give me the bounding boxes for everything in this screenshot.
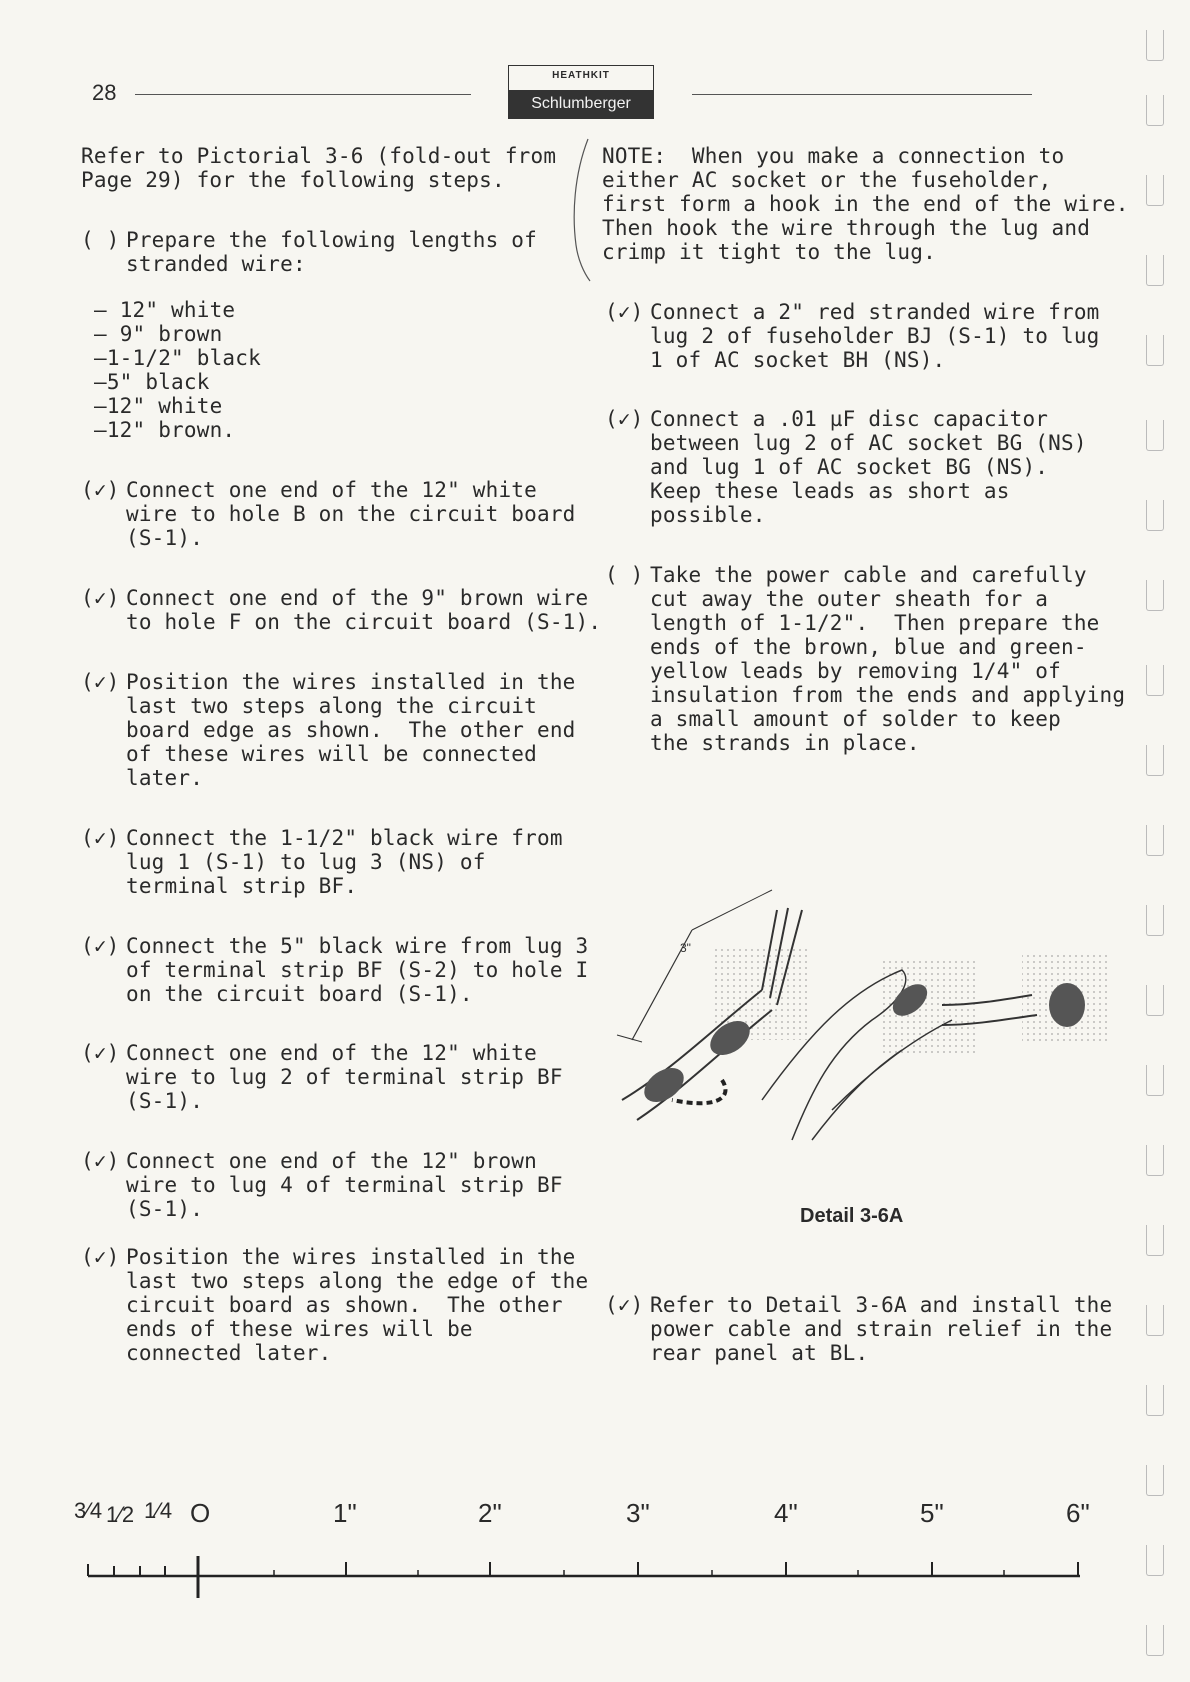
binder-tab <box>1146 1065 1164 1096</box>
binder-tab <box>1146 1385 1164 1416</box>
binder-tab <box>1146 1225 1164 1256</box>
logo-heathkit-text: HEATHKIT <box>552 70 610 81</box>
binder-tab <box>1146 255 1164 286</box>
binder-tab <box>1146 1465 1164 1496</box>
note-bracket <box>566 135 596 285</box>
header-rule-left <box>135 94 471 95</box>
binder-tab <box>1146 1545 1164 1576</box>
binder-tab <box>1146 500 1164 531</box>
step-text: Connect one end of the 9" brown wire to hole F on the circuit board (S-1). <box>126 586 602 634</box>
ruler-label: 1⁄2 <box>106 1502 135 1527</box>
binder-tab <box>1146 825 1164 856</box>
binder-tab <box>1146 175 1164 206</box>
step-checkbox[interactable]: (✓) <box>605 1293 644 1317</box>
step-text: Connect the 1-1/2" black wire from lug 1 (S-1) to lug 3 (NS) of terminal strip BF. <box>126 826 563 898</box>
ruler-scale <box>78 1528 1098 1598</box>
ruler-label: 6" <box>1066 1498 1090 1528</box>
step-text: Connect a .01 µF disc capacitor between lug 2 of AC socket BG (NS) and lug 1 of AC socket BG (NS). Keep these leads as short as possible. <box>650 407 1087 527</box>
wire-list-item: —5" black <box>94 370 210 394</box>
step-checkbox[interactable]: (✓) <box>81 934 120 958</box>
detail-caption: Detail 3-6A <box>800 1205 904 1227</box>
header-rule-right <box>692 94 1032 95</box>
step-checkbox[interactable]: (✓) <box>81 1245 120 1269</box>
binder-tab <box>1146 335 1164 366</box>
step-text: Refer to Detail 3-6A and install the power cable and strain relief in the rear panel at BL. <box>650 1293 1113 1365</box>
step-text: Connect a 2" red stranded wire from lug 2 of fuseholder BJ (S-1) to lug 1 of AC socket BH (NS). <box>650 300 1100 372</box>
step-text: Connect one end of the 12" white wire to hole B on the circuit board (S-1). <box>126 478 576 550</box>
step-checkbox[interactable]: (✓) <box>81 826 120 850</box>
binder-tab <box>1146 1305 1164 1336</box>
step-checkbox[interactable]: (✓) <box>81 1041 120 1065</box>
binder-tab <box>1146 420 1164 451</box>
binder-tab <box>1146 30 1164 61</box>
step-checkbox[interactable]: (✓) <box>81 670 120 694</box>
binder-tab <box>1146 1145 1164 1176</box>
ruler-label: 3" <box>626 1498 650 1528</box>
wire-list-item: — 9" brown <box>94 322 223 346</box>
note-paragraph: NOTE: When you make a connection to either AC socket or the fuseholder, first form a hook in the end of the wire. Then hook the wire through the lug and crimp it tight to the lug. <box>602 144 1129 264</box>
step-text: Position the wires installed in the last two steps along the edge of the circuit board as shown. The other ends of these wires will be connected later. <box>126 1245 589 1365</box>
intro-paragraph: Refer to Pictorial 3-6 (fold-out from Page 29) for the following steps. <box>81 144 557 192</box>
ruler-label: 3⁄4 <box>74 1498 103 1523</box>
step-text: Prepare the following lengths of stranded wire: <box>126 228 537 276</box>
publisher-logo <box>508 65 654 119</box>
wire-list-item: —12" brown. <box>94 418 236 442</box>
strain-relief <box>1049 983 1085 1027</box>
step-checkbox[interactable]: (✓) <box>605 407 644 431</box>
ruler-label: 4" <box>774 1498 798 1528</box>
binder-tab <box>1146 1625 1164 1656</box>
step-checkbox[interactable]: ( ) <box>605 563 644 587</box>
ruler-label: O <box>190 1498 211 1528</box>
logo-schlumberger-text: Schlumberger <box>509 90 653 118</box>
binder-tab <box>1146 745 1164 776</box>
dimension-label: 3" <box>680 941 691 955</box>
step-checkbox[interactable]: (✓) <box>605 300 644 324</box>
step-checkbox[interactable]: (✓) <box>81 478 120 502</box>
page-number: 28 <box>92 80 117 105</box>
step-text: Connect the 5" black wire from lug 3 of terminal strip BF (S-2) to hole I on the circuit board (S-1). <box>126 934 589 1006</box>
binder-tab <box>1146 905 1164 936</box>
binder-tab <box>1146 95 1164 126</box>
binder-tab <box>1146 665 1164 696</box>
step-text: Position the wires installed in the last two steps along the circuit board edge as shown. The other end of these wires will be connected later. <box>126 670 576 790</box>
step-text: Connect one end of the 12" white wire to lug 2 of terminal strip BF (S-1). <box>126 1041 563 1113</box>
step-checkbox[interactable]: ( ) <box>81 228 120 252</box>
ruler-label: 1⁄4 <box>144 1498 173 1523</box>
wire-list-item: —1-1/2" black <box>94 346 261 370</box>
binder-tab <box>1146 985 1164 1016</box>
wire-list-item: — 12" white <box>94 298 236 322</box>
inch-ruler <box>74 1498 1098 1598</box>
step-checkbox[interactable]: (✓) <box>81 1149 120 1173</box>
ruler-label: 1" <box>333 1498 357 1528</box>
step-checkbox[interactable]: (✓) <box>81 586 120 610</box>
step-text: Connect one end of the 12" brown wire to lug 4 of terminal strip BF (S-1). <box>126 1149 563 1221</box>
binder-tab <box>1146 580 1164 611</box>
ruler-label: 5" <box>920 1498 944 1528</box>
ruler-label: 2" <box>478 1498 502 1528</box>
wire-list-item: —12" white <box>94 394 223 418</box>
detail-3-6a-illustration <box>612 870 1112 1150</box>
step-text: Take the power cable and carefully cut away the outer sheath for a length of 1-1/2". Then prepare the ends of the brown, blue and green- yellow leads by removing 1/4" of insulation from the ends and applying a small amount of solder to keep the strands in place. <box>650 563 1126 755</box>
